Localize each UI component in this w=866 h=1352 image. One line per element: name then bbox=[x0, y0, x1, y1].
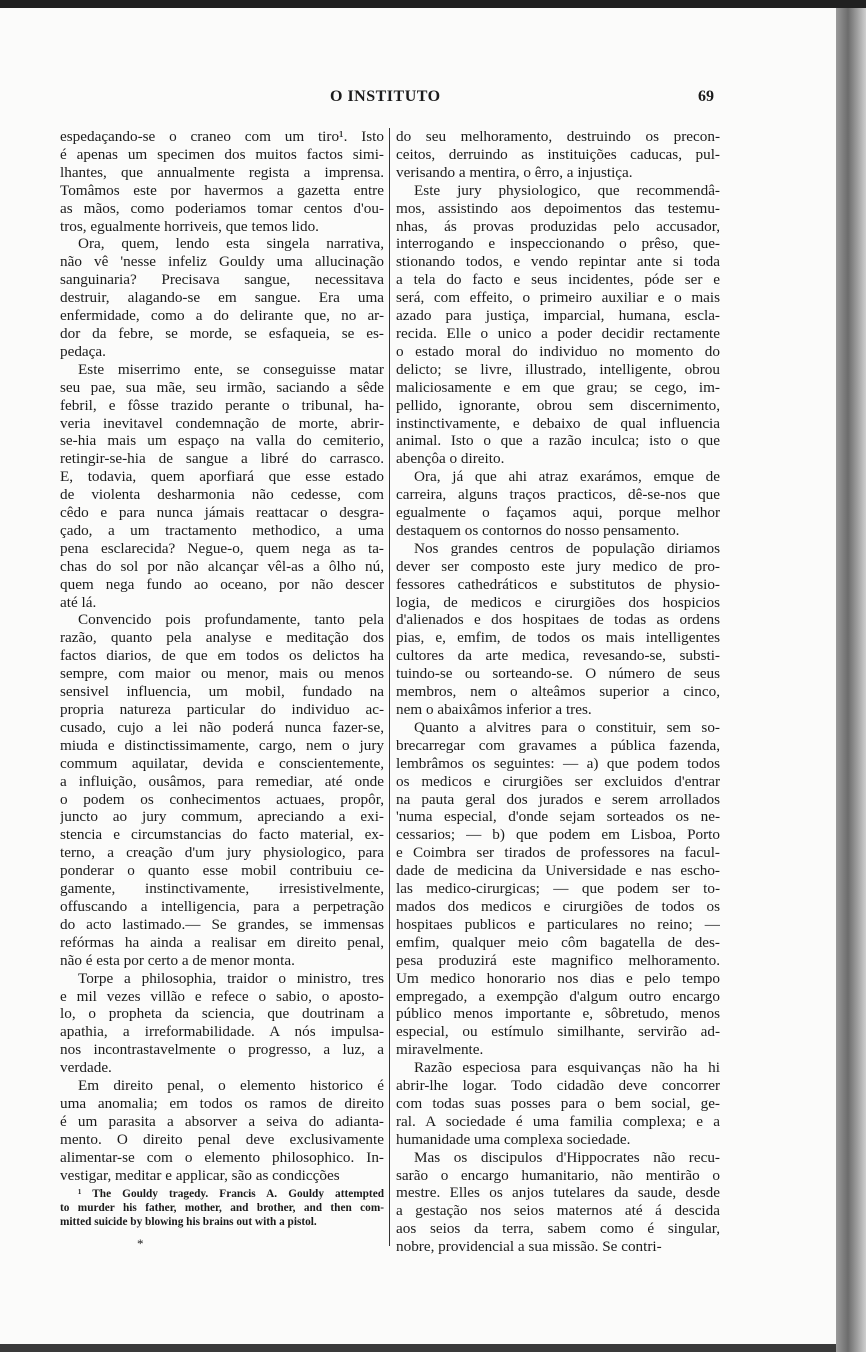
left-column-line: sanguinaria? Precisava sangue, necessitava bbox=[60, 271, 384, 289]
right-column-line: recida. Elle o unico a poder decidir rectamente bbox=[396, 324, 720, 342]
right-column-line: ceitos, derruindo as instituições caducas, pul- bbox=[396, 145, 720, 163]
right-column-line: pellido, ignorante, obrou sem discernimento, bbox=[396, 396, 720, 414]
left-column-line: é apenas um specimen dos muitos factos simi- bbox=[60, 145, 384, 163]
left-column-line: propria natureza particular do individuo ac- bbox=[60, 701, 384, 718]
right-column-line: egualmente o façamos aqui, porque melhor bbox=[396, 504, 720, 522]
left-column-line: commum aquilatar, devida e conscientemente, bbox=[60, 754, 384, 772]
right-column-line: e Coimbra ser tirados de professores na facul- bbox=[396, 844, 720, 862]
left-column-line: enfermidade, como a do delirante que, no ar- bbox=[60, 307, 384, 325]
left-column bbox=[60, 128, 384, 1184]
page-number: 69 bbox=[698, 88, 714, 105]
left-column-line: nos incontrastavelmente o progresso, a luz, a bbox=[60, 1041, 384, 1059]
left-column-line: Ora, quem, lendo esta singela narrativa, bbox=[78, 235, 384, 253]
right-column-line: nobre, providencial a sua missão. Se contri- bbox=[396, 1238, 662, 1256]
right-column-line: hospitaes publicos e particulares no reino; — bbox=[396, 915, 720, 933]
left-column-line: lo, o propheta da sciencia, que doutrinam a bbox=[60, 1005, 384, 1023]
left-column-line: chas do sol por não alcançar vêl-as a ôlho nú, bbox=[60, 557, 384, 575]
right-column-line: Este jury physiologico, que recommendâ- bbox=[414, 181, 720, 199]
book-spine-edge bbox=[836, 8, 866, 1352]
right-column-line: instinctivamente, e debaixo de qual influencia bbox=[396, 414, 720, 432]
right-column-line: verisando a mentira, o êrro, a injustiça. bbox=[396, 163, 633, 181]
left-column-line: vestigar, meditar e applicar, são as condicções bbox=[60, 1166, 340, 1184]
scan-top-edge bbox=[0, 0, 866, 8]
left-column-line: Este miserrimo ente, se conseguisse matar bbox=[78, 360, 384, 378]
right-column-line: humanidade uma complexa sociedade. bbox=[396, 1130, 631, 1148]
right-column-line: dever ser composto este jury medico de pro- bbox=[396, 557, 720, 575]
left-column-line: verdade. bbox=[60, 1059, 112, 1077]
footnote-line: mitted suicide by blowing his brains out with a pistol. bbox=[60, 1215, 317, 1228]
right-column-line: pesa produzirá este magnifico melhoramento. bbox=[396, 951, 720, 969]
left-column-line: terno, a creação d'um jury physiologico, para bbox=[60, 844, 384, 862]
left-column-line: não é esta por certo a de menor monta. bbox=[60, 951, 295, 969]
left-column-line: tros, egualmente horriveis, que temos lido. bbox=[60, 217, 319, 235]
right-column-line: nem o abaixâmos inferior a tres. bbox=[396, 701, 592, 718]
column-divider bbox=[389, 128, 390, 1246]
left-column-line: destruir, alagando-se em sangue. Era uma bbox=[60, 289, 384, 307]
running-title: O INSTITUTO bbox=[330, 88, 441, 105]
left-column-line: juncto ao jury commum, apreciando a exi- bbox=[60, 808, 384, 826]
right-column-line: abençôa o direito. bbox=[396, 450, 505, 468]
left-column-line: é um parasita a absorver a seiva do adianta- bbox=[60, 1112, 384, 1130]
left-column-line: gamente, instinctivamente, irresistivelmente, bbox=[60, 880, 384, 898]
left-column-line: veria inevitavel condemnação de morte, abrir- bbox=[60, 414, 384, 432]
right-column-line: cultores da arte medica, revesando-se, substi- bbox=[396, 647, 720, 665]
bottom-asterisk: * bbox=[137, 1236, 144, 1251]
left-column-line: quem nega fundo ao oceano, por não descer bbox=[60, 575, 384, 593]
right-column-line: miravelmente. bbox=[396, 1041, 484, 1059]
left-column-line: de violenta desharmonia não cedesse, com bbox=[60, 486, 384, 504]
left-column-line: Tomâmos este por havermos a gazetta entre bbox=[60, 181, 384, 199]
right-column-line: emfim, qualquer meio côm bagatella de des- bbox=[396, 933, 720, 951]
left-column-line: se-hia mais um espaço na valla do cemiterio, bbox=[60, 432, 384, 450]
left-column-line: apathia, a irreformabilidade. A nós impulsa- bbox=[60, 1023, 384, 1041]
right-column-line: abrir-lhe logar. Todo cidadão deve concorrer bbox=[396, 1077, 720, 1095]
left-column-line: retingir-se-hia de sangue a libré do carrasco. bbox=[60, 450, 384, 468]
left-column-line: stencia e circumstancias do facto material, ex- bbox=[60, 826, 384, 844]
right-column-line: mados dos medicos e cirurgiões de todos os bbox=[396, 897, 720, 915]
left-column-line: Torpe a philosophia, traidor o ministro, tres bbox=[78, 969, 384, 987]
left-column-line: uma anomalia; em todos os ramos de direito bbox=[60, 1094, 384, 1112]
right-column-line: a tela do facto e seus incidentes, póde ser e bbox=[396, 271, 720, 289]
right-column-line: brecarregar com gravames a pública fazenda, bbox=[396, 736, 720, 754]
left-column-line: pedaça. bbox=[60, 342, 106, 360]
right-column-line: Ora, já que ahi atraz exarámos, emque de bbox=[414, 468, 720, 486]
left-column-line: espedaçando-se o craneo com um tiro¹. Isto bbox=[60, 128, 384, 145]
left-column-line: febril, e fôsse trazido perante o tribunal, ha- bbox=[60, 396, 384, 414]
left-column-line: lhantes, que annualmente regista a imprensa. bbox=[60, 163, 384, 181]
left-column-line: não vê 'nesse infeliz Gouldy uma allucinação bbox=[60, 253, 384, 271]
right-column-line: d'alienados e dos hospitaes de todas as ordens bbox=[396, 611, 720, 629]
left-column-line: cusado, cujo a lei não poderá nunca fazer-se, bbox=[60, 718, 384, 736]
right-column-line: interrogando e inspeccionando o prêso, que- bbox=[396, 235, 720, 253]
right-column-line: o estado moral do individuo no momento do bbox=[396, 342, 720, 360]
left-column-line: factos diarios, de que em todos os delictos ha bbox=[60, 647, 384, 665]
right-column-line: com todas suas posses para o bem social, ge- bbox=[396, 1094, 720, 1112]
right-column-line: dade de medicina da Universidade e nas escho- bbox=[396, 862, 720, 880]
right-column bbox=[396, 128, 720, 1256]
right-column-line: público menos importante e, sôbretudo, menos bbox=[396, 1005, 720, 1023]
left-column-line: sempre, com maior ou menor, mais ou menos bbox=[60, 665, 384, 683]
footnote-line: to murder his father, mother, and brother, and then com- bbox=[60, 1201, 384, 1214]
right-column-line: mestre. Elles os anjos tutelares da saude, desde bbox=[396, 1184, 720, 1202]
left-column-line: Convencido pois profundamente, tanto pela bbox=[78, 611, 384, 629]
left-column-line: e mil vezes villão e refece o sabio, o aposto- bbox=[60, 987, 384, 1005]
right-column-line: membros, nem o alteâmos superior a cinco, bbox=[396, 683, 720, 701]
right-column-line: do seu melhoramento, destruindo os precon- bbox=[396, 128, 720, 145]
right-column-line: empregado, a exempção d'algum outro encargo bbox=[396, 987, 720, 1005]
right-column-line: aos seios da terra, sabem como é singular, bbox=[396, 1220, 720, 1238]
left-column-line: Em direito penal, o elemento historico é bbox=[78, 1077, 384, 1095]
left-column-line: dor da febre, se morde, se esfaqueia, se es- bbox=[60, 324, 384, 342]
right-column-line: stionando todos, e vendo repintar ante si toda bbox=[396, 253, 720, 271]
left-column-line: do acto lastimado.— Se grandes, se immensas bbox=[60, 915, 384, 933]
right-column-line: maliciosamente e em que grau; se cego, im- bbox=[396, 378, 720, 396]
left-column-line: offuscando a intelligencia, para a perpetração bbox=[60, 897, 384, 915]
left-column-line: seu pae, sua mãe, seu irmão, saciando a sêde bbox=[60, 378, 384, 396]
right-column-line: Razão especiosa para esquivanças não ha hi bbox=[414, 1059, 720, 1077]
right-column-line: especial, ou estímulo similhante, servirão ad- bbox=[396, 1023, 720, 1041]
right-column-line: mos, assistindo aos depoimentos das testemu- bbox=[396, 199, 720, 217]
right-column-line: os medicos e cirurgiões ser excluidos d'entrar bbox=[396, 772, 720, 790]
left-column-line: miuda e distinctissimamente, cargo, nem o jury bbox=[60, 736, 384, 754]
right-column-line: tuindo-se ou sorteando-se. O número de seus bbox=[396, 665, 720, 683]
right-column-line: azado para justiça, imparcial, humana, escla- bbox=[396, 307, 720, 325]
right-column-line: nhas, ás provas produzidas pelo accusador, bbox=[396, 217, 720, 235]
left-column-line: E, todavia, quem aporfiará que esse estado bbox=[60, 468, 384, 486]
right-column-line: sarão o encargo humanitario, não mentirão o bbox=[396, 1166, 720, 1184]
right-column-line: 'numa especial, d'onde sejam sorteados os ne- bbox=[396, 808, 720, 826]
right-column-line: ral. A sociedade é uma familia complexa; e a bbox=[396, 1112, 720, 1130]
right-column-line: las medico-cirurgicas; — que podem ser to- bbox=[396, 880, 720, 898]
right-column-line: fessores cathedráticos e substitutos de physio- bbox=[396, 575, 720, 593]
left-column-line: çado, a um tractamento methodico, a uma bbox=[60, 521, 384, 539]
footnote bbox=[60, 1188, 384, 1229]
right-column-line: animal. Isto o que a razão inculca; isto o que bbox=[396, 432, 720, 450]
right-column-line: lembrâmos os seguintes: — a) que podem todos bbox=[396, 754, 720, 772]
left-column-line: o podem os conhecimentos actuaes, propôr, bbox=[60, 790, 384, 808]
left-column-line: as mãos, como poderiamos tomar centos d'ou- bbox=[60, 199, 384, 217]
left-column-line: sensivel influencia, um mobil, fundado na bbox=[60, 683, 384, 701]
right-column-line: pias, e, emfim, de todos os mais intelligentes bbox=[396, 629, 720, 647]
right-column-line: será, com effeito, o primeiro auxiliar e o mais bbox=[396, 289, 720, 307]
right-column-line: logia, de medicos e cirurgiões dos hospicios bbox=[396, 593, 720, 611]
left-column-line: a influição, ousâmos, para remediar, até onde bbox=[60, 772, 384, 790]
right-column-line: na pauta geral dos jurados e serem arrollados bbox=[396, 790, 720, 808]
left-column-line: pena esclarecida? Negue-o, quem nega as ta- bbox=[60, 539, 384, 557]
right-column-line: Nos grandes centros de população diriamos bbox=[414, 539, 720, 557]
left-column-line: alimentar-se com o elemento philosophico. In- bbox=[60, 1148, 384, 1166]
left-column-line: até lá. bbox=[60, 593, 97, 611]
right-column-line: cessarios; — b) que podem em Lisboa, Porto bbox=[396, 826, 720, 844]
right-column-line: delicto; se livre, illustrado, intelligente, obrou bbox=[396, 360, 720, 378]
right-column-line: Quanto a alvitres para o constituir, sem so- bbox=[414, 718, 720, 736]
left-column-line: ponderar o quanto esse mobil contribuiu ce- bbox=[60, 862, 384, 880]
left-column-line: razão, quanto pela analyse e meditação dos bbox=[60, 629, 384, 647]
left-column-line: cêdo e para nunca jámais reattacar o desgra- bbox=[60, 504, 384, 522]
book-page bbox=[0, 8, 836, 1344]
right-column-line: Mas os discipulos d'Hippocrates não recu- bbox=[414, 1148, 720, 1166]
right-column-line: destaquem os contornos do nosso pensamento. bbox=[396, 521, 680, 539]
left-column-line: refórmas ha ainda a realisar em direito penal, bbox=[60, 933, 384, 951]
right-column-line: carreira, alguns traços practicos, dê-se-nos que bbox=[396, 486, 720, 504]
footnote-line: ¹ The Gouldy tragedy. Francis A. Gouldy attempted bbox=[78, 1188, 384, 1200]
right-column-line: a gestação nos seios maternos até á descida bbox=[396, 1202, 720, 1220]
right-column-line: Um medico honorario nos dias e pelo tempo bbox=[396, 969, 720, 987]
left-column-line: mento. O direito penal deve exclusivamente bbox=[60, 1130, 384, 1148]
